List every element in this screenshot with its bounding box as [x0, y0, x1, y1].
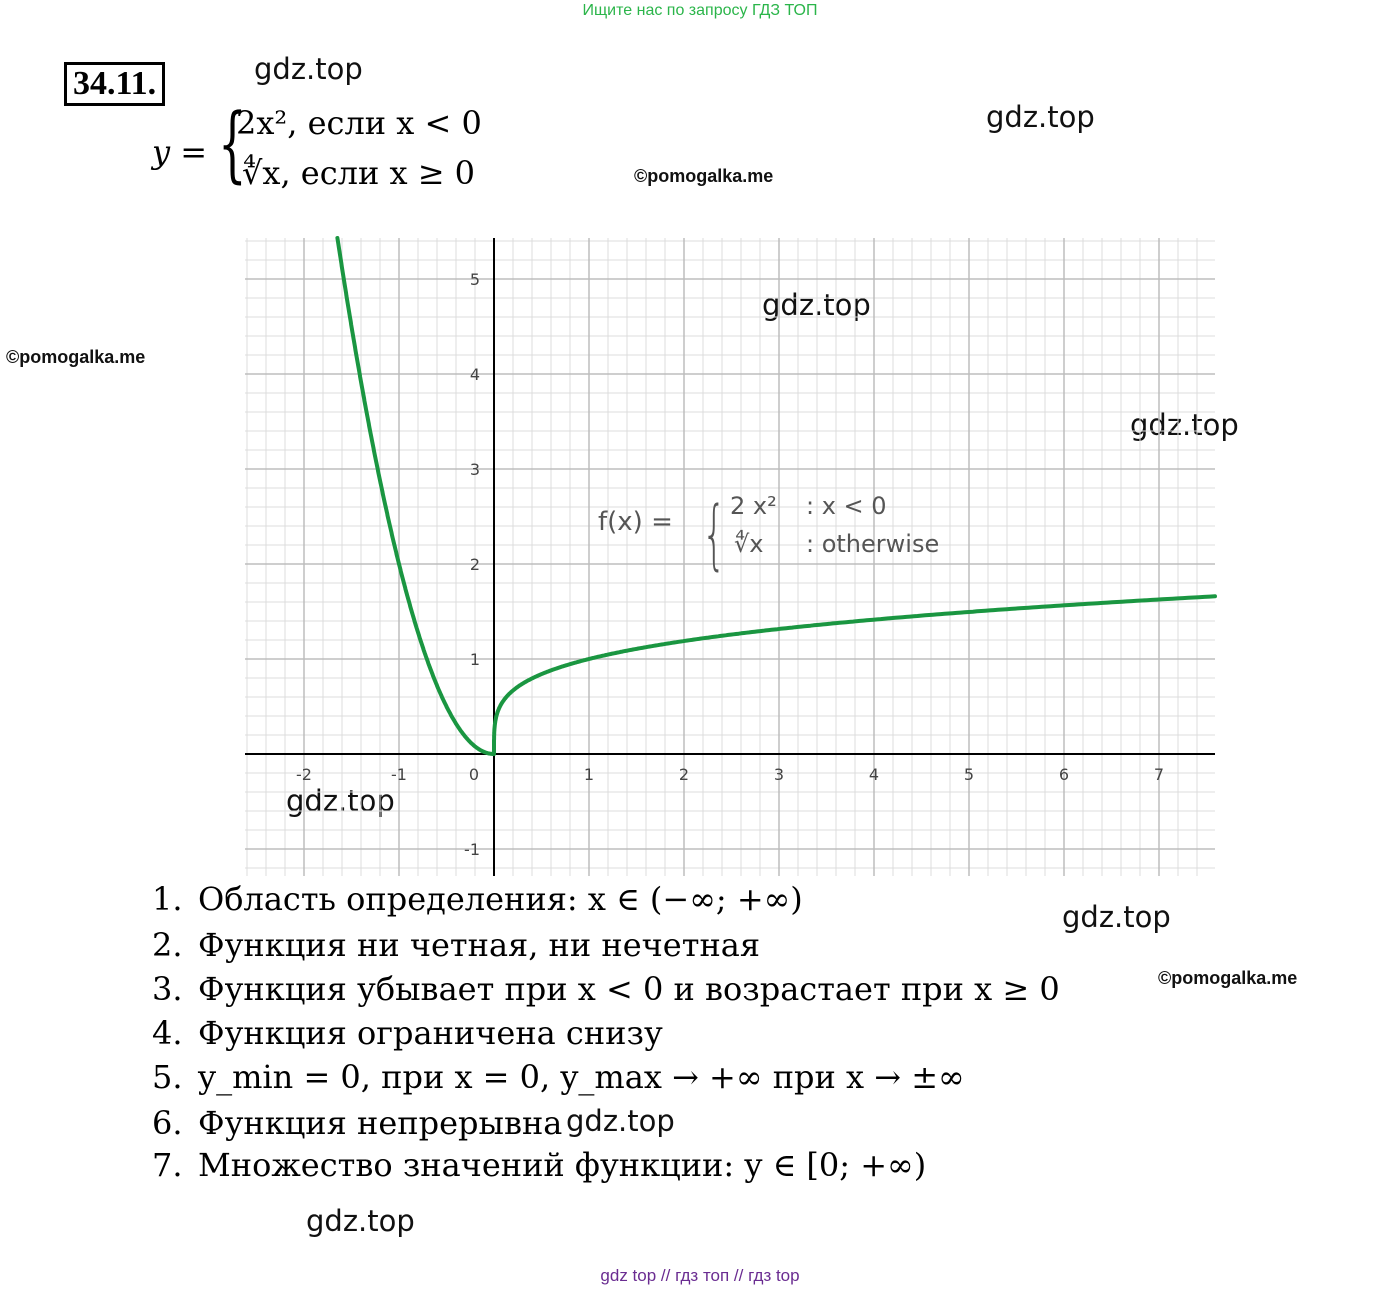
watermark-gdz: gdz.top [306, 1204, 415, 1238]
property-item [152, 1058, 965, 1096]
watermark-copyright: ©pomogalka.me [1158, 968, 1298, 988]
task-number: 34.11. [64, 62, 165, 106]
annotation-case1-cond: : x < 0 [806, 492, 887, 520]
watermark-gdz: gdz.top [286, 784, 395, 818]
property-text: y_min = 0, при x = 0, y_max → +∞ при x → ±∞ [198, 1058, 965, 1096]
property-text: Множество значений функции: y ∈ [0; +∞) [198, 1146, 927, 1184]
y-tick-label: 4 [469, 365, 480, 384]
x-tick-label: 1 [583, 765, 595, 784]
property-item [152, 880, 803, 918]
property-text: Область определения: x ∈ (−∞; +∞) [198, 880, 803, 918]
x-tick-label: -1 [391, 765, 407, 784]
watermark-gdz: gdz.top [254, 52, 363, 86]
watermark-gdz: gdz.top [566, 1104, 675, 1138]
formula-lhs: y = [152, 133, 208, 171]
x-tick-label: 6 [1058, 765, 1070, 784]
x-tick-label: 0 [468, 765, 480, 784]
top-banner: Ищите нас по запросу ГДЗ ТОП [582, 2, 818, 19]
x-tick-label: 4 [868, 765, 880, 784]
property-number: 2. [152, 926, 183, 964]
formula-case-1: 2x², если x < 0 [236, 104, 482, 142]
watermark-copyright: ©pomogalka.me [6, 347, 146, 367]
formula-case-2: ∜x, если x ≥ 0 [242, 154, 476, 192]
y-tick-label: -1 [464, 840, 480, 859]
x-tick-label: 7 [1153, 765, 1165, 784]
watermark-gdz: gdz.top [986, 100, 1095, 134]
watermark-gdz: gdz.top [1062, 900, 1171, 934]
property-number: 3. [152, 970, 183, 1008]
watermark-gdz: gdz.top [762, 288, 871, 322]
y-tick-label: 1 [469, 650, 480, 669]
x-tick-label: -2 [296, 765, 312, 784]
property-item [152, 926, 760, 964]
x-tick-label: 5 [963, 765, 975, 784]
y-tick-label: 3 [469, 460, 480, 479]
property-item [152, 1104, 562, 1142]
annotation-case1-expr: 2 x² [730, 492, 777, 520]
property-number: 6. [152, 1104, 183, 1142]
x-tick-label: 2 [678, 765, 690, 784]
watermark-gdz: gdz.top [1130, 408, 1239, 442]
annotation-lhs: f(x) = [598, 507, 673, 537]
annotation-case2-cond: : otherwise [806, 530, 940, 558]
footer-links: gdz top // гдз топ // гдз top [600, 1266, 800, 1285]
formula-brace: { [218, 97, 247, 192]
function-annotation [598, 490, 939, 579]
property-number: 7. [152, 1146, 183, 1184]
property-text: Функция ограничена снизу [198, 1014, 663, 1052]
property-text: Функция непрерывна [198, 1104, 563, 1142]
annotation-case2-expr: ∜x [734, 530, 764, 558]
property-number: 1. [152, 880, 183, 918]
y-tick-label: 2 [469, 555, 480, 574]
annotation-brace: { [702, 490, 727, 579]
property-number: 5. [152, 1058, 183, 1096]
watermark-copyright: ©pomogalka.me [634, 166, 774, 186]
property-text: Функция ни четная, ни нечетная [198, 926, 761, 964]
property-number: 4. [152, 1014, 183, 1052]
property-item [152, 1014, 663, 1052]
y-tick-label: 5 [469, 270, 480, 289]
property-item [152, 1146, 926, 1184]
property-item [152, 970, 1060, 1008]
property-text: Функция убывает при x < 0 и возрастает при x ≥ 0 [198, 970, 1060, 1008]
x-tick-label: 3 [773, 765, 785, 784]
